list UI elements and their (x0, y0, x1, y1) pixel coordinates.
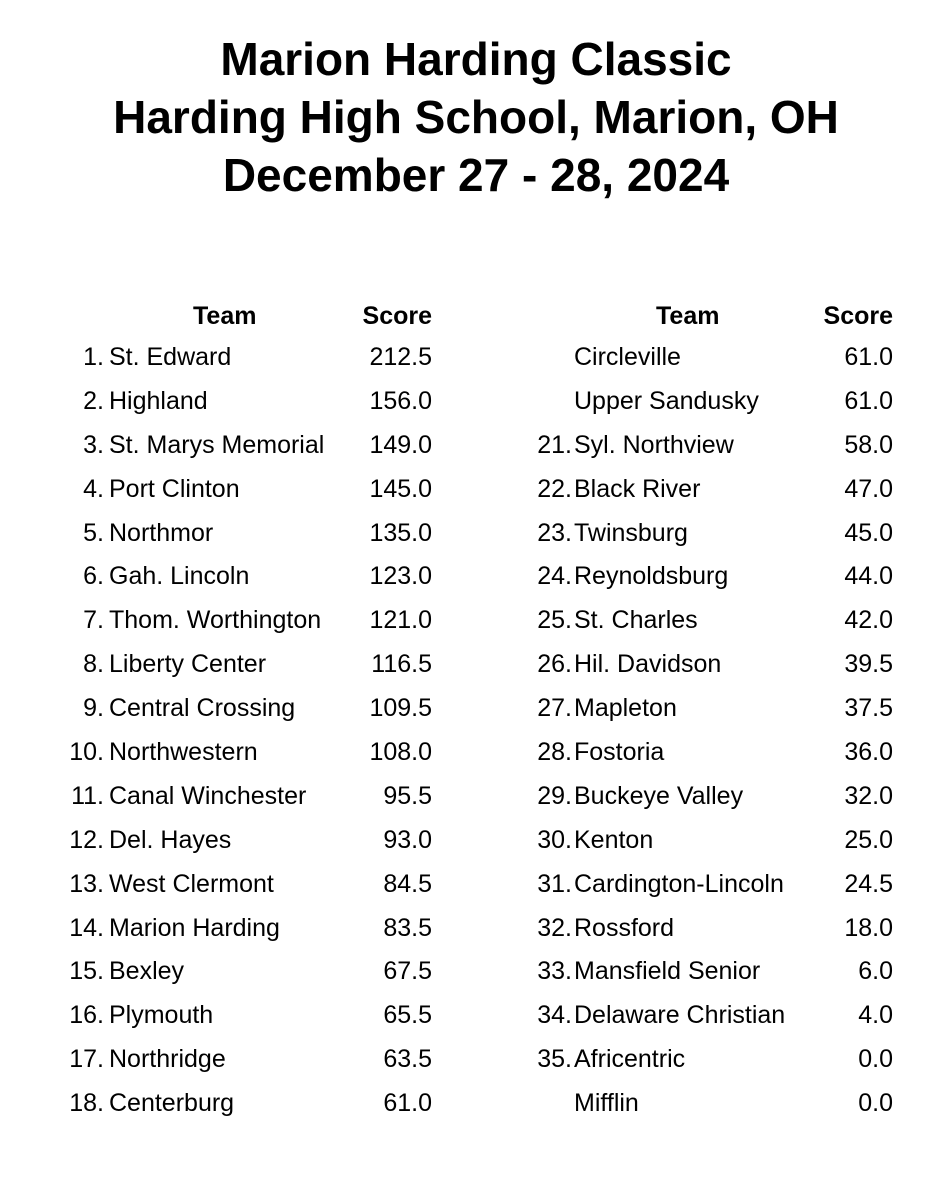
team-score: 156.0 (369, 386, 432, 415)
standings-right-column (476, 296, 952, 1126)
team-score: 84.5 (383, 869, 432, 898)
table-row (0, 907, 476, 951)
team-score: 63.5 (383, 1045, 432, 1074)
standings-left-column (0, 296, 476, 1126)
team-name: Del. Hayes (109, 825, 232, 854)
team-name: Delaware Christian (574, 1001, 786, 1030)
team-name: Northwestern (109, 738, 258, 767)
standings-header-row (476, 296, 952, 336)
team-rank: 24. (537, 562, 572, 591)
team-score: 95.5 (383, 781, 432, 810)
team-score: 116.5 (371, 650, 432, 679)
team-name: Kenton (574, 825, 654, 854)
team-name: Twinsburg (574, 518, 688, 547)
team-name: Highland (109, 386, 208, 415)
team-rank: 3. (83, 430, 104, 459)
table-row (476, 468, 952, 512)
table-row (0, 687, 476, 731)
team-score: 18.0 (844, 913, 893, 942)
team-rank: 16. (69, 1001, 104, 1030)
team-score: 83.5 (383, 913, 432, 942)
team-name: Circleville (574, 343, 681, 371)
team-name: Reynoldsburg (574, 562, 729, 591)
team-score: 61.0 (844, 386, 893, 415)
team-name: Africentric (574, 1045, 686, 1074)
team-rank: 34. (537, 1001, 572, 1030)
team-rank: 30. (537, 825, 572, 854)
team-column-header: Team (656, 302, 720, 330)
team-name: Fostoria (574, 738, 665, 767)
team-column-header: Team (193, 302, 257, 330)
team-name: Hil. Davidson (574, 650, 722, 679)
table-row (476, 775, 952, 819)
title-tournament-name: Marion Harding Classic (220, 33, 732, 85)
team-score: 36.0 (844, 738, 893, 767)
table-row (476, 555, 952, 599)
team-rank: 35. (537, 1045, 572, 1074)
team-score: 0.0 (858, 1089, 893, 1118)
team-rank: 5. (83, 518, 104, 547)
team-rank: 14. (69, 913, 104, 942)
team-name: Upper Sandusky (574, 386, 759, 415)
table-row (476, 863, 952, 907)
table-row (0, 555, 476, 599)
team-name: Centerburg (109, 1089, 235, 1118)
table-row (476, 336, 952, 380)
title-dates: December 27 - 28, 2024 (222, 149, 730, 201)
table-row (0, 1082, 476, 1126)
table-row (476, 1038, 952, 1082)
team-score: 93.0 (383, 825, 432, 854)
team-score: 0.0 (858, 1045, 893, 1074)
team-rank: 4. (83, 474, 104, 503)
table-row (0, 336, 476, 380)
table-row (0, 468, 476, 512)
team-score: 109.5 (369, 694, 432, 723)
team-rank: 12. (69, 825, 104, 854)
team-name: Rossford (574, 913, 675, 942)
team-name: Black River (574, 474, 701, 503)
team-score: 135.0 (369, 518, 432, 547)
team-name: Northridge (109, 1045, 226, 1074)
table-row (476, 1082, 952, 1126)
team-score: 25.0 (844, 825, 893, 854)
page-title (0, 30, 952, 204)
table-row (476, 643, 952, 687)
team-score: 45.0 (844, 518, 893, 547)
team-name: Thom. Worthington (109, 606, 322, 635)
score-column-header: Score (823, 302, 893, 330)
team-name: Buckeye Valley (574, 781, 744, 810)
team-rank: 13. (69, 869, 104, 898)
score-column-header: Score (362, 302, 432, 330)
team-name: Liberty Center (109, 650, 267, 679)
team-score: 108.0 (369, 738, 432, 767)
table-row (0, 994, 476, 1038)
team-score: 212.5 (369, 343, 432, 371)
team-rank: 29. (537, 781, 572, 810)
team-rank: 25. (537, 606, 572, 635)
table-row (0, 950, 476, 994)
team-name: St. Charles (574, 606, 698, 635)
team-rank: 23. (537, 518, 572, 547)
team-rank: 22. (537, 474, 572, 503)
team-score: 6.0 (858, 957, 893, 986)
team-rank: 18. (69, 1089, 104, 1118)
team-name: St. Marys Memorial (109, 430, 325, 459)
team-rank: 17. (69, 1045, 104, 1074)
table-row (476, 599, 952, 643)
team-name: Marion Harding (109, 913, 280, 942)
table-row (476, 380, 952, 424)
team-score: 61.0 (844, 343, 893, 371)
table-row (0, 775, 476, 819)
table-row (476, 687, 952, 731)
team-rank: 11. (71, 781, 104, 810)
team-rank: 8. (83, 650, 104, 679)
table-row (0, 1038, 476, 1082)
team-name: Central Crossing (109, 694, 296, 723)
team-score: 149.0 (369, 430, 432, 459)
table-row (0, 819, 476, 863)
team-score: 32.0 (844, 781, 893, 810)
title-venue: Harding High School, Marion, OH (113, 91, 839, 143)
team-name: Port Clinton (109, 474, 240, 503)
team-score: 121.0 (369, 606, 432, 635)
team-score: 65.5 (383, 1001, 432, 1030)
table-row (0, 512, 476, 556)
team-score: 4.0 (858, 1001, 893, 1030)
team-name: St. Edward (109, 343, 232, 371)
team-score: 24.5 (844, 869, 893, 898)
team-rank: 1. (83, 343, 104, 371)
team-name: Mifflin (574, 1089, 639, 1118)
team-rank: 26. (537, 650, 572, 679)
team-name: Northmor (109, 518, 214, 547)
team-score: 61.0 (383, 1089, 432, 1118)
team-rank: 2. (83, 386, 104, 415)
table-row (0, 380, 476, 424)
team-name: Mapleton (574, 694, 677, 723)
team-rank: 10. (69, 738, 104, 767)
table-row (0, 731, 476, 775)
team-rank: 6. (83, 562, 104, 591)
team-name: West Clermont (109, 869, 274, 898)
standings-header-row (0, 296, 476, 336)
table-row (0, 424, 476, 468)
team-score: 58.0 (844, 430, 893, 459)
team-score: 44.0 (844, 562, 893, 591)
table-row (0, 599, 476, 643)
table-row (476, 950, 952, 994)
team-name: Bexley (109, 957, 185, 986)
team-score: 145.0 (369, 474, 432, 503)
table-row (476, 512, 952, 556)
team-rank: 28. (537, 738, 572, 767)
table-row (476, 907, 952, 951)
team-name: Plymouth (109, 1001, 214, 1030)
team-name: Gah. Lincoln (109, 562, 250, 591)
team-rank: 33. (537, 957, 572, 986)
team-score: 37.5 (844, 694, 893, 723)
table-row (476, 819, 952, 863)
team-score: 42.0 (844, 606, 893, 635)
team-rank: 9. (83, 694, 104, 723)
team-rank: 27. (537, 694, 572, 723)
table-row (476, 424, 952, 468)
team-name: Canal Winchester (109, 781, 307, 810)
team-score: 123.0 (369, 562, 432, 591)
table-row (476, 731, 952, 775)
team-name: Cardington-Lincoln (574, 869, 784, 898)
team-rank: 32. (537, 913, 572, 942)
team-rank: 31. (537, 869, 572, 898)
team-score: 39.5 (844, 650, 893, 679)
table-row (476, 994, 952, 1038)
table-row (0, 643, 476, 687)
team-name: Syl. Northview (574, 430, 734, 459)
team-rank: 7. (83, 606, 104, 635)
team-score: 67.5 (383, 957, 432, 986)
team-rank: 15. (69, 957, 104, 986)
team-score: 47.0 (844, 474, 893, 503)
team-name: Mansfield Senior (574, 957, 761, 986)
table-row (0, 863, 476, 907)
team-rank: 21. (537, 430, 572, 459)
